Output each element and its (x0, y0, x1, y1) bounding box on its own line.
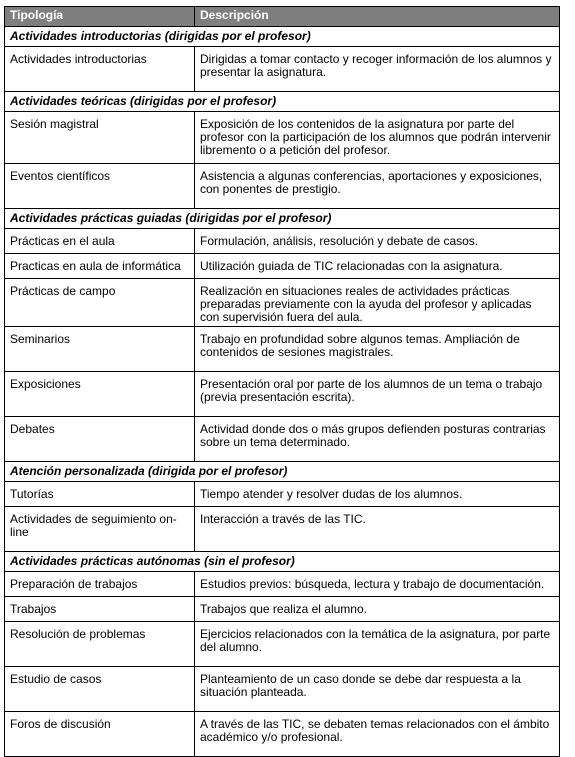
table-row (5, 164, 560, 209)
cell-descripcion: Realización en situaciones reales de actividades prácticas preparadas previamente con la ayuda del profesor y aplicadas con supervisión fuera del aula. (195, 279, 560, 327)
cell-tipologia: Tutorías (5, 482, 195, 507)
table-row (5, 597, 560, 622)
cell-tipologia: Seminarios (5, 327, 195, 372)
table-row (5, 229, 560, 254)
table-row (5, 254, 560, 279)
cell-descripcion: Ejercicios relacionados con la temática de la asignatura, por parte del alumno. (195, 622, 560, 667)
table-row (5, 417, 560, 462)
table-row (5, 279, 560, 327)
section-row (5, 209, 560, 229)
cell-tipologia: Actividades introductorias (5, 47, 195, 92)
cell-descripcion: Interacción a través de las TIC. (195, 507, 560, 552)
table-row (5, 667, 560, 712)
cell-descripcion: Exposición de los contenidos de la asignatura por parte del profesor con la participación de los alumnos que podrán intervenir libremento o a petición del profesor. (195, 112, 560, 164)
cell-tipologia: Sesión magistral (5, 112, 195, 164)
cell-descripcion: Trabajos que realiza el alumno. (195, 597, 560, 622)
section-title: Atención personalizada (dirigida por el profesor) (5, 462, 560, 482)
section-title: Actividades introductorias (dirigidas por el profesor) (5, 27, 560, 47)
cell-descripcion: Utilización guiada de TIC relacionadas con la asignatura. (195, 254, 560, 279)
cell-tipologia: Resolución de problemas (5, 622, 195, 667)
cell-descripcion: Dirigidas a tomar contacto y recoger información de los alumnos y presentar la asignatura. (195, 47, 560, 92)
cell-tipologia: Preparación de trabajos (5, 572, 195, 597)
cell-tipologia: Foros de discusión (5, 712, 195, 757)
cell-tipologia: Exposiciones (5, 372, 195, 417)
section-title: Actividades teóricas (dirigidas por el profesor) (5, 92, 560, 112)
header-descripcion: Descripción (195, 7, 560, 27)
cell-descripcion: A través de las TIC, se debaten temas relacionados con el ámbito académico y/o profesional. (195, 712, 560, 757)
cell-descripcion: Trabajo en profundidad sobre algunos temas. Ampliación de contenidos de sesiones magistrales. (195, 327, 560, 372)
section-row (5, 27, 560, 47)
cell-tipologia: Eventos científicos (5, 164, 195, 209)
table-row (5, 572, 560, 597)
cell-tipologia: Debates (5, 417, 195, 462)
section-row (5, 92, 560, 112)
table-row (5, 47, 560, 92)
table-row (5, 372, 560, 417)
cell-tipologia: Practicas en aula de informática (5, 254, 195, 279)
cell-tipologia: Prácticas de campo (5, 279, 195, 327)
cell-descripcion: Tiempo atender y resolver dudas de los alumnos. (195, 482, 560, 507)
methodology-table (4, 6, 560, 757)
section-title: Actividades prácticas autónomas (sin el profesor) (5, 552, 560, 572)
cell-descripcion: Asistencia a algunas conferencias, aportaciones y exposiciones, con ponentes de prestigio. (195, 164, 560, 209)
table-row (5, 622, 560, 667)
cell-descripcion: Formulación, análisis, resolución y debate de casos. (195, 229, 560, 254)
cell-tipologia: Estudio de casos (5, 667, 195, 712)
cell-descripcion: Presentación oral por parte de los alumnos de un tema o trabajo (previa presentación escrita). (195, 372, 560, 417)
cell-tipologia: Actividades de seguimiento on-line (5, 507, 195, 552)
section-row (5, 552, 560, 572)
table-row (5, 112, 560, 164)
table-row (5, 482, 560, 507)
cell-descripcion: Planteamiento de un caso donde se debe dar respuesta a la situación planteada. (195, 667, 560, 712)
table-row (5, 712, 560, 757)
header-row (5, 7, 560, 27)
cell-descripcion: Estudios previos: búsqueda, lectura y trabajo de documentación. (195, 572, 560, 597)
cell-tipologia: Trabajos (5, 597, 195, 622)
section-title: Actividades prácticas guiadas (dirigidas por el profesor) (5, 209, 560, 229)
section-row (5, 462, 560, 482)
table-row (5, 507, 560, 552)
cell-descripcion: Actividad donde dos o más grupos defienden posturas contrarias sobre un tema determinado. (195, 417, 560, 462)
cell-tipologia: Prácticas en el aula (5, 229, 195, 254)
header-tipologia: Tipología (5, 7, 195, 27)
table-row (5, 327, 560, 372)
